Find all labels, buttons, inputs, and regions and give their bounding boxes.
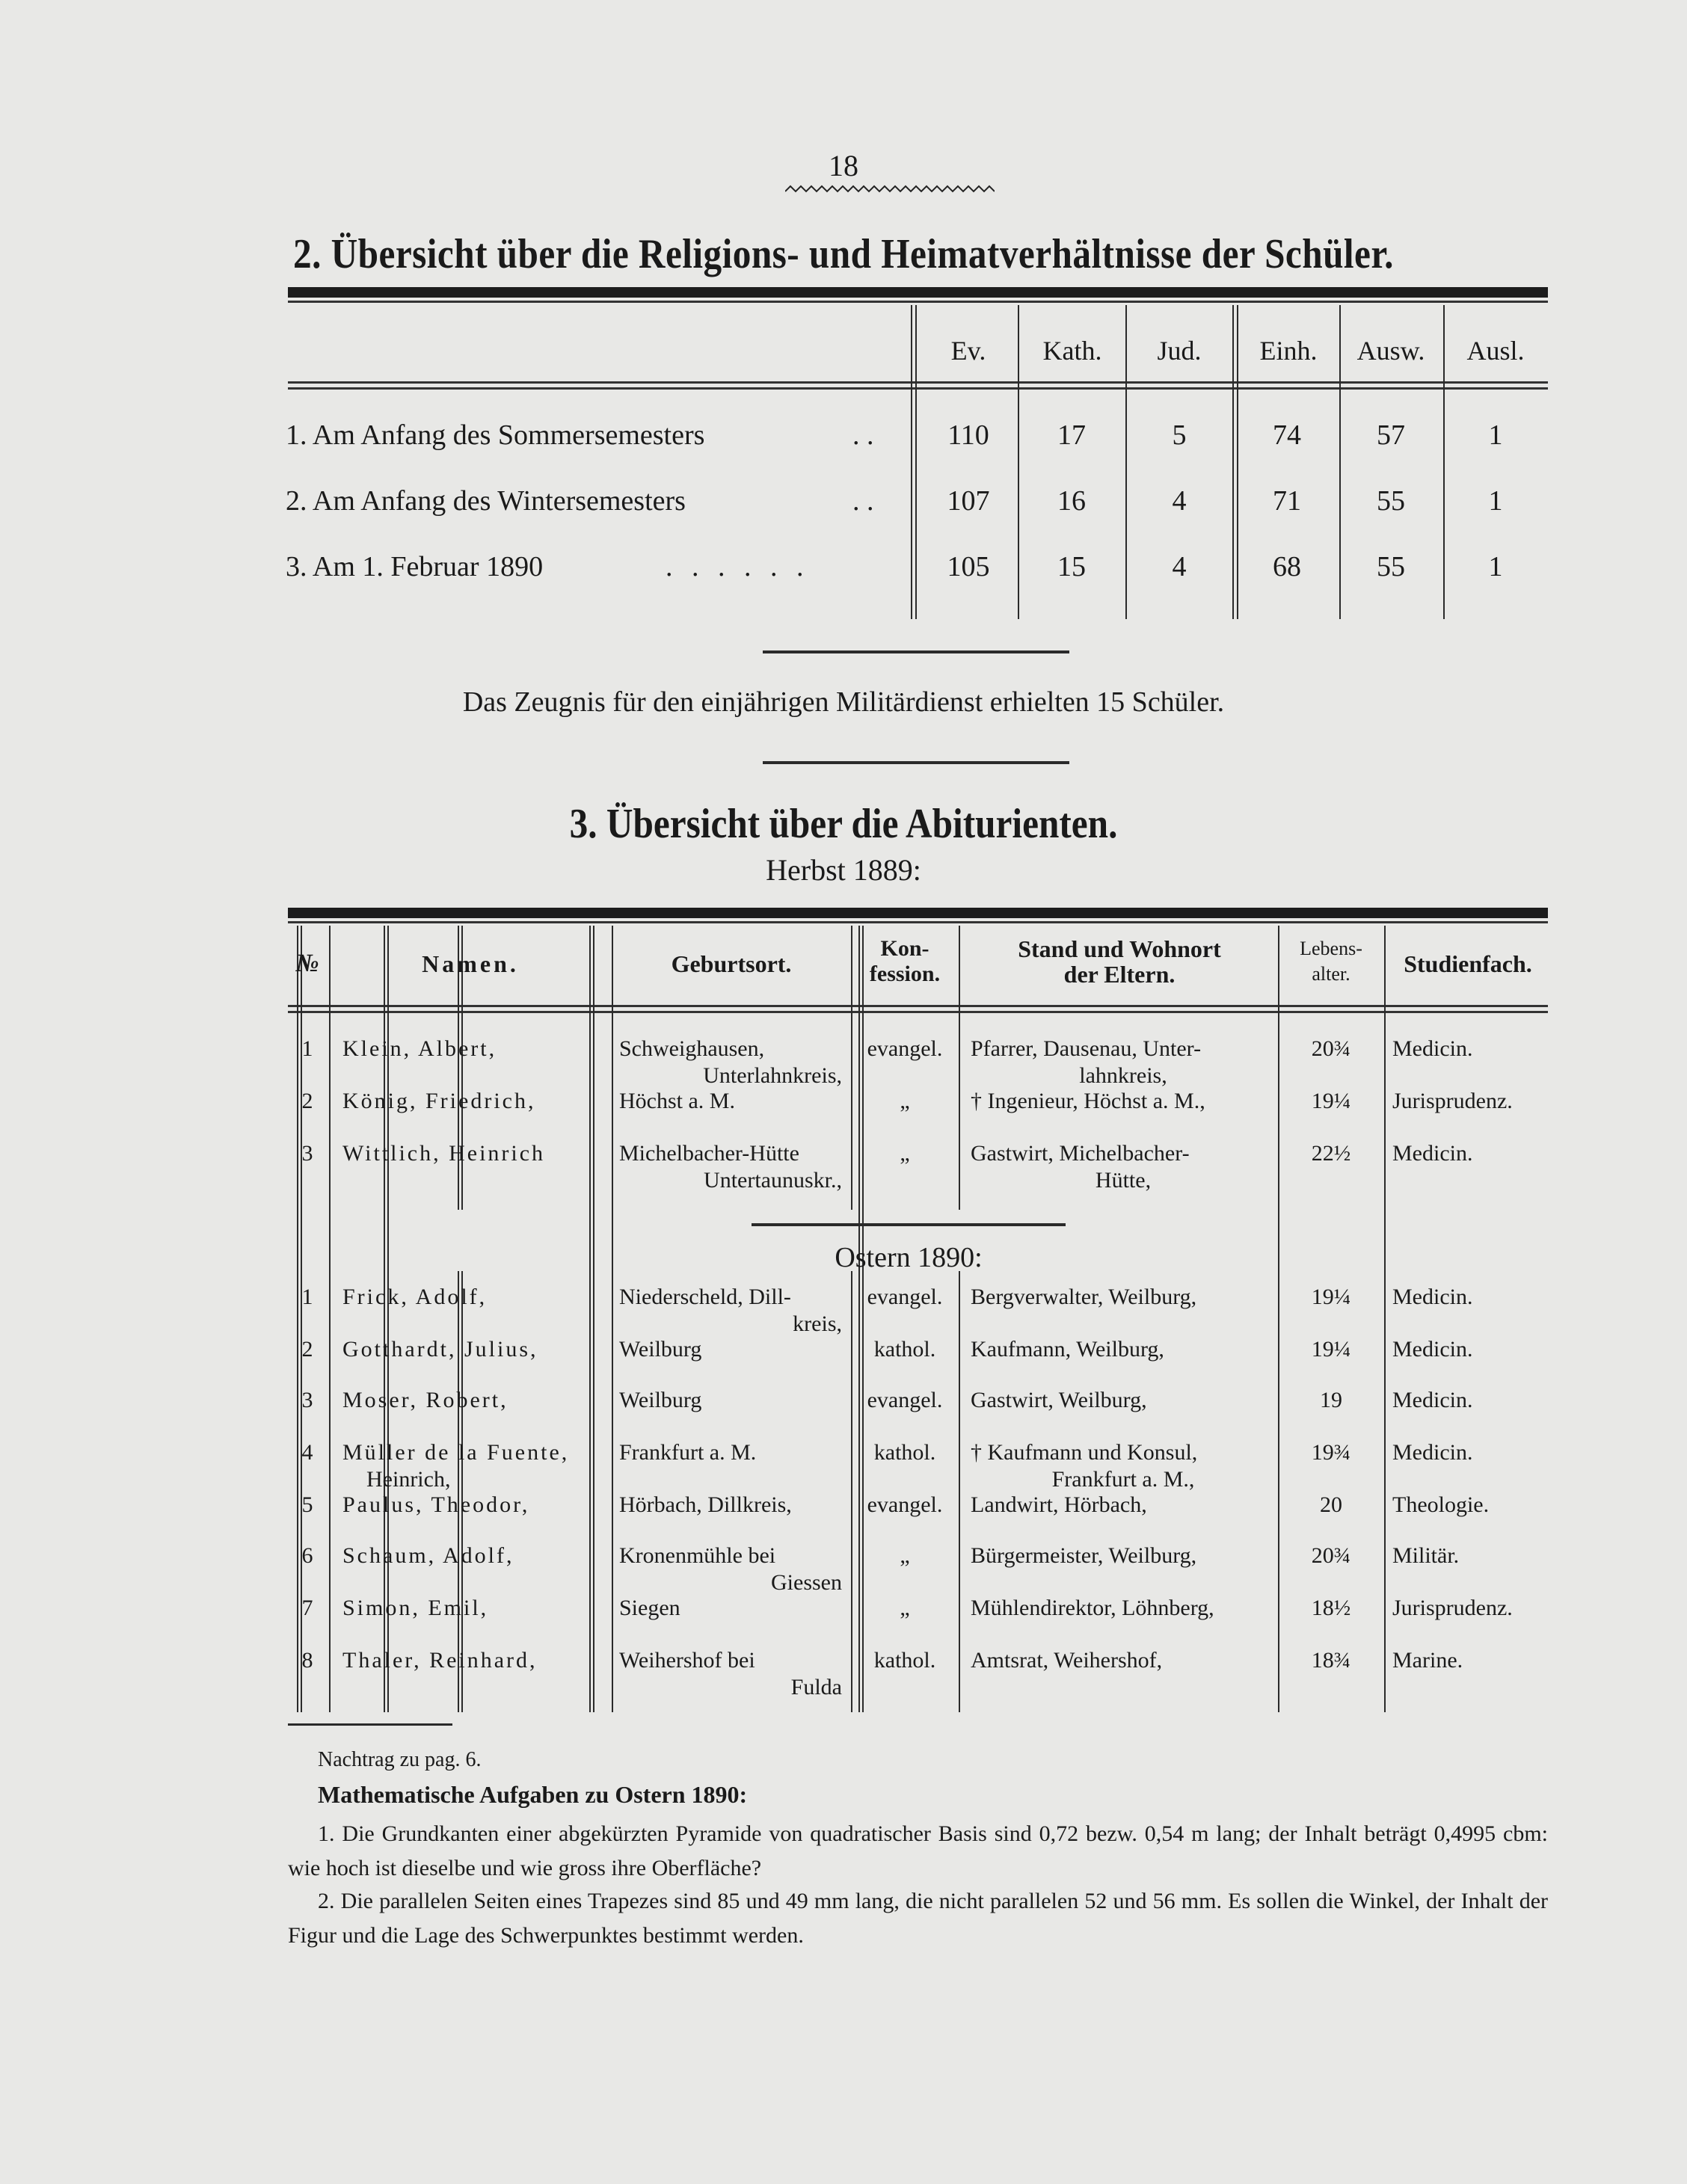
column-divider: [851, 926, 852, 1210]
row-number: 2: [301, 1337, 313, 1362]
parents-occupation-residence: Bürgermeister, Weilburg,: [971, 1543, 1197, 1568]
parents-occupation-residence: Mühlendirektor, Löhnberg,: [971, 1596, 1214, 1620]
column-divider: [1278, 926, 1279, 1712]
student-name: Frick, Adolf,: [342, 1285, 488, 1309]
age: 19¼: [1311, 1089, 1351, 1113]
math-problem-2: 2. Die parallelen Seiten eines Trapezes sind 85 und 49 mm lang, die nicht parallelen 52 und 56 mm. Es sollen die Winkel, der Inhalt der Figur und die Lage des Schwerpunktes bestimmt werden.: [288, 1889, 1548, 1948]
row-number: 7: [301, 1596, 313, 1620]
student-name: Thaler, Reinhard,: [342, 1648, 538, 1673]
column-header-ausw: Ausw.: [1356, 336, 1425, 366]
confession: kathol.: [873, 1648, 936, 1673]
column-header-kath: Kath.: [1042, 336, 1102, 366]
study-subject: Jurisprudenz.: [1392, 1089, 1513, 1113]
birthplace: Frankfurt a. M.: [619, 1440, 757, 1465]
header-line: Kon-: [880, 936, 929, 961]
value-ev: 110: [947, 419, 989, 451]
value-einh: 74: [1273, 419, 1301, 451]
zigzag-ornament-icon: [785, 184, 995, 194]
age: 19¼: [1311, 1285, 1351, 1309]
study-subject: Medicin.: [1392, 1141, 1473, 1166]
birthplace: Niederscheld, Dill-: [619, 1285, 791, 1309]
age: 18¾: [1311, 1648, 1351, 1673]
value-jud: 5: [1172, 419, 1187, 451]
row-number: 5: [301, 1492, 313, 1517]
parents-occupation-residence: † Kaufmann und Konsul,: [971, 1440, 1198, 1465]
column-divider: [329, 926, 331, 1712]
confession: kathol.: [873, 1337, 936, 1362]
table-top-rule-thin: [288, 921, 1548, 923]
column-divider: [1443, 305, 1445, 619]
confession: evangel.: [867, 1285, 943, 1309]
study-subject: Medicin.: [1392, 1036, 1473, 1061]
birthplace-cont: Unterlahnkreis,: [703, 1063, 842, 1088]
addendum-note: Nachtrag zu pag. 6.: [318, 1748, 482, 1771]
column-header-parents: [965, 936, 1274, 987]
parents-cont: Hütte,: [1095, 1168, 1152, 1193]
dot-leader: . . . . . .: [666, 551, 810, 582]
birthplace: Siegen: [619, 1596, 680, 1620]
column-divider: [612, 926, 613, 1712]
birthplace-cont: kreis,: [793, 1311, 842, 1336]
column-header-jud: Jud.: [1157, 336, 1202, 366]
value-ausw: 55: [1377, 485, 1405, 517]
column-divider: [1018, 305, 1019, 619]
value-einh: 68: [1273, 551, 1301, 582]
study-subject: Medicin.: [1392, 1388, 1473, 1412]
table-top-rule-thin: [288, 301, 1548, 303]
column-header-ev: Ev.: [950, 336, 986, 366]
column-header-nr: №: [295, 950, 319, 977]
age: 18½: [1311, 1596, 1351, 1620]
study-subject: Jurisprudenz.: [1392, 1596, 1513, 1620]
column-header-subject: Studienfach.: [1404, 950, 1532, 977]
separator-rule: [763, 761, 1069, 764]
birthplace: Höchst a. M.: [619, 1089, 735, 1113]
birthplace: Michelbacher-Hütte: [619, 1141, 799, 1166]
confession: „: [900, 1141, 910, 1166]
value-kath: 16: [1057, 485, 1086, 517]
row-label: 3. Am 1. Februar 1890: [286, 551, 544, 582]
math-problem-1: 1. Die Grundkanten einer abgekürzten Pyramide von quadratischer Basis sind 0,72 bezw. 0,54 m lang; der Inhalt beträgt 0,4995 cbm: wie hoch ist dieselbe und wie gross ihre Oberfläche?: [288, 1821, 1548, 1880]
dot-leader: . .: [852, 419, 874, 451]
value-jud: 4: [1172, 551, 1187, 582]
group-heading-ostern: Ostern 1890:: [835, 1242, 983, 1273]
header-line: Lebens-: [1300, 938, 1362, 959]
table-top-rule: [288, 287, 1548, 298]
confession: „: [900, 1543, 910, 1568]
column-divider: [1339, 305, 1341, 619]
birthplace-cont: Untertaunuskr.,: [704, 1168, 842, 1193]
value-ausw: 55: [1377, 551, 1405, 582]
parents-cont: Frankfurt a. M.,: [1051, 1467, 1195, 1492]
parents-occupation-residence: Bergverwalter, Weilburg,: [971, 1285, 1197, 1309]
section-3-title: 3. Übersicht über die Abiturienten.: [569, 801, 1118, 847]
student-name: Moser, Robert,: [342, 1388, 508, 1412]
row-number: 2: [301, 1089, 313, 1113]
study-subject: Medicin.: [1392, 1285, 1473, 1309]
row-number: 8: [301, 1648, 313, 1673]
dot-leader: . .: [852, 485, 874, 517]
birthplace-cont: Fulda: [790, 1675, 842, 1699]
study-subject: Medicin.: [1392, 1440, 1473, 1465]
column-divider: [1232, 305, 1234, 619]
header-bottom-rule: [288, 381, 1548, 384]
value-jud: 4: [1172, 485, 1187, 517]
parents-occupation-residence: Amtsrat, Weihershof,: [971, 1648, 1163, 1673]
column-header-name: Namen.: [422, 950, 519, 977]
row-number: 6: [301, 1543, 313, 1568]
page-number: 18: [829, 149, 858, 182]
age: 20: [1320, 1492, 1342, 1517]
value-einh: 71: [1273, 485, 1301, 517]
header-bottom-rule-2: [288, 1011, 1548, 1013]
confession: „: [900, 1596, 910, 1620]
study-subject: Theologie.: [1392, 1492, 1490, 1517]
column-divider: [911, 305, 912, 619]
row-number: 1: [301, 1285, 313, 1309]
birthplace: Hörbach, Dillkreis,: [619, 1492, 792, 1517]
confession: „: [900, 1089, 910, 1113]
value-ausl: 1: [1488, 485, 1503, 517]
age: 22½: [1311, 1141, 1351, 1166]
header-bottom-rule-2: [288, 387, 1548, 390]
study-subject: Militär.: [1392, 1543, 1460, 1568]
column-divider: [1384, 926, 1386, 1712]
row-label: 2. Am Anfang des Wintersemesters: [286, 485, 686, 517]
student-name: Wittlich, Heinrich: [342, 1141, 546, 1166]
header-line: fession.: [869, 962, 941, 986]
header-bottom-rule: [288, 1005, 1548, 1007]
student-name: Klein, Albert,: [342, 1036, 497, 1061]
group-heading-herbst: Herbst 1889:: [766, 853, 921, 887]
value-ausl: 1: [1488, 419, 1503, 451]
age: 20¾: [1311, 1036, 1351, 1061]
value-ev: 105: [947, 551, 990, 582]
birthplace: Schweighausen,: [619, 1036, 765, 1061]
column-header-confession: [854, 936, 956, 987]
value-kath: 17: [1057, 419, 1086, 451]
column-divider: [959, 1271, 960, 1712]
separator-rule: [763, 650, 1069, 653]
parents-cont: lahnkreis,: [1079, 1063, 1167, 1088]
parents-occupation-residence: Landwirt, Hörbach,: [971, 1492, 1147, 1517]
column-divider: [1125, 305, 1127, 619]
header-line: alter.: [1312, 963, 1350, 985]
column-header-birthplace: Geburtsort.: [671, 950, 792, 977]
parents-occupation-residence: † Ingenieur, Höchst a. M.,: [971, 1089, 1205, 1113]
row-number: 3: [301, 1141, 313, 1166]
column-header-age: [1280, 936, 1382, 987]
column-divider: [1237, 305, 1238, 619]
math-problems-heading: Mathematische Aufgaben zu Ostern 1890:: [318, 1781, 748, 1808]
column-divider: [959, 926, 960, 1210]
confession: evangel.: [867, 1492, 943, 1517]
student-name: Müller de la Fuente,: [342, 1440, 570, 1465]
row-number: 4: [301, 1440, 313, 1465]
column-divider: [851, 1271, 852, 1712]
column-header-einh: Einh.: [1259, 336, 1318, 366]
header-line: Stand und Wohnort: [1018, 935, 1221, 962]
parents-occupation-residence: Pfarrer, Dausenau, Unter-: [971, 1036, 1202, 1061]
student-name: Paulus, Theodor,: [342, 1492, 530, 1517]
age: 19¾: [1311, 1440, 1351, 1465]
age: 19¼: [1311, 1337, 1351, 1362]
parents-occupation-residence: Kaufmann, Weilburg,: [971, 1337, 1164, 1362]
age: 20¾: [1311, 1543, 1351, 1568]
parents-occupation-residence: Gastwirt, Michelbacher-: [971, 1141, 1190, 1166]
student-name: Simon, Emil,: [342, 1596, 489, 1620]
age: 19: [1320, 1388, 1342, 1412]
student-name-cont: Heinrich,: [366, 1467, 451, 1492]
row-number: 1: [301, 1036, 313, 1061]
separator-rule: [752, 1223, 1066, 1226]
header-line: der Eltern.: [1063, 961, 1176, 988]
study-subject: Medicin.: [1392, 1337, 1473, 1362]
value-ev: 107: [947, 485, 990, 517]
confession: kathol.: [873, 1440, 936, 1465]
student-name: König, Friedrich,: [342, 1089, 536, 1113]
student-name: Gotthardt, Julius,: [342, 1337, 538, 1362]
value-ausl: 1: [1488, 551, 1503, 582]
birthplace-cont: Giessen: [771, 1570, 842, 1595]
military-service-note: Das Zeugnis für den einjährigen Militärdienst erhielten 15 Schüler.: [462, 686, 1225, 718]
birthplace: Weihershof bei: [619, 1648, 755, 1673]
birthplace: Kronenmühle bei: [619, 1543, 776, 1568]
confession: evangel.: [867, 1388, 943, 1412]
column-divider: [915, 305, 917, 619]
value-ausw: 57: [1377, 419, 1405, 451]
parents-occupation-residence: Gastwirt, Weilburg,: [971, 1388, 1147, 1412]
study-subject: Marine.: [1392, 1648, 1463, 1673]
column-header-ausl: Ausl.: [1466, 336, 1525, 366]
student-name: Schaum, Adolf,: [342, 1543, 514, 1568]
section-2-title: 2. Übersicht über die Religions- und Heimatverhältnisse der Schüler.: [293, 231, 1394, 277]
footnote-rule: [288, 1723, 452, 1726]
table-top-rule: [288, 908, 1548, 918]
row-number: 3: [301, 1388, 313, 1412]
confession: evangel.: [867, 1036, 943, 1061]
value-kath: 15: [1057, 551, 1086, 582]
row-label: 1. Am Anfang des Sommersemesters: [286, 419, 705, 451]
birthplace: Weilburg: [619, 1388, 702, 1412]
birthplace: Weilburg: [619, 1337, 702, 1362]
